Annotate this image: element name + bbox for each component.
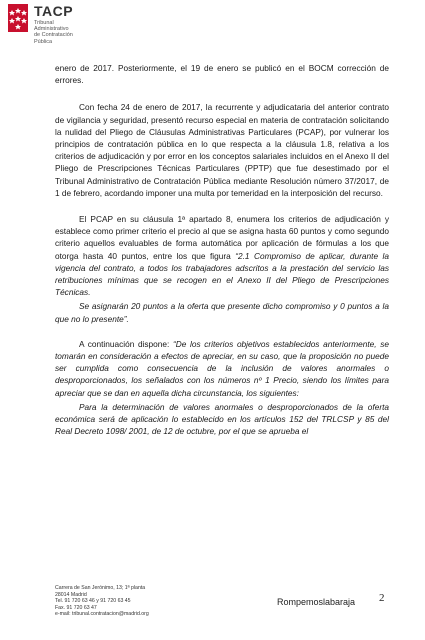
footer-address — [55, 585, 149, 618]
logo-sub-line: Pública — [34, 38, 53, 45]
watermark-text: Rompemoslabaraja — [277, 597, 356, 607]
logo-sub-line: Tribunal — [34, 20, 54, 26]
paragraph — [55, 213, 389, 298]
logo-sub-line: de Contratación — [34, 32, 73, 39]
address-line: Tel. 91 720 63 46 y 91 720 63 45 — [55, 598, 131, 605]
quoted-clause: “De los criterios objetivos establecidos anteriormente, se tomarán en consideración a efectos de apreciar, en su caso, que la proposición no puede ser cumplida como consecuencia de la inclusión de valores anormales o desproporcionados, los señalados con los números nº 1 Precio, siendo los límites para apreciar que se dan en aquella dicha circunstancia, los siguientes: — [55, 338, 390, 398]
address-line: 28014 Madrid — [55, 591, 87, 598]
document-body — [55, 62, 389, 437]
paragraph-text: A continuación dispone: — [79, 338, 173, 349]
paragraph-text: El PCAP en su cláusula 1ª apartado 8, enumera los criterios de adjudicación y establece como primer criterio el precio al que se asigna hasta 60 puntos y como segundo criterio aquellos evaluables de forma automática por aplicación de fórmulas a los que otorga hasta 40 puntos, entre los que figura — [55, 214, 389, 261]
address-email: e-mail: tribunal.contratacion@madrid.org — [55, 611, 149, 618]
address-line: Carrera de San Jerónimo, 13; 1ª planta — [55, 585, 146, 591]
header-logo — [8, 4, 208, 44]
quoted-paragraph: Se asignarán 20 puntos a la oferta que presente dicho compromiso y 0 puntos a la que no lo presente”. — [55, 301, 389, 324]
logo-subtitle — [34, 20, 114, 45]
madrid-emblem-icon — [8, 4, 28, 32]
quoted-clause: “2.1 Compromiso de aplicar, durante la vigencia del contrato, a todos los trabajadores adscritos a la prestación del servicio las retribuciones mínimas que se recogen en el Anexo II del Pliego de Prescripciones Técnicas. — [55, 250, 389, 298]
paragraph: enero de 2017. Posteriormente, el 19 de enero se publicó en el BOCM corrección de errores. — [55, 63, 389, 86]
logo-title: TACP — [34, 3, 74, 19]
logo-sub-line: Administrativo — [34, 26, 69, 33]
quoted-paragraph: Para la determinación de valores anormales o desproporcionados de la oferta económica será de aplicación lo establecido en los artículos 152 del TRLCSP y 85 del Real Decreto 1098/ 2001, de 12 de octubre, por el que se aprueba el — [55, 401, 389, 437]
address-line: Fax. 91 720 63 47 — [55, 604, 97, 611]
paragraph — [55, 338, 389, 399]
page-number: 2 — [379, 592, 385, 604]
paragraph: Con fecha 24 de enero de 2017, la recurrente y adjudicataria del anterior contrato de vigilancia y seguridad, presentó recurso especial en materia de contratación solicitando la nulidad del Pliego de Cláusulas Administrativas Particulares (PCAP), por vulnerar los principios de contratación pública en lo que respecta a la cláusula 1.8, relativa a los criterios de adjudicación y por error en los conceptos salariales incluidos en el Anexo II del Pliego de Prescripciones Técnicas Particulares (PPTP) que fue desestimado por el Tribunal Administrativo de Contratación Pública mediante Resolución número 37/2017, de 1 de febrero, acordando imponer una multa por temeridad en la interposición del recurso. — [55, 102, 389, 198]
